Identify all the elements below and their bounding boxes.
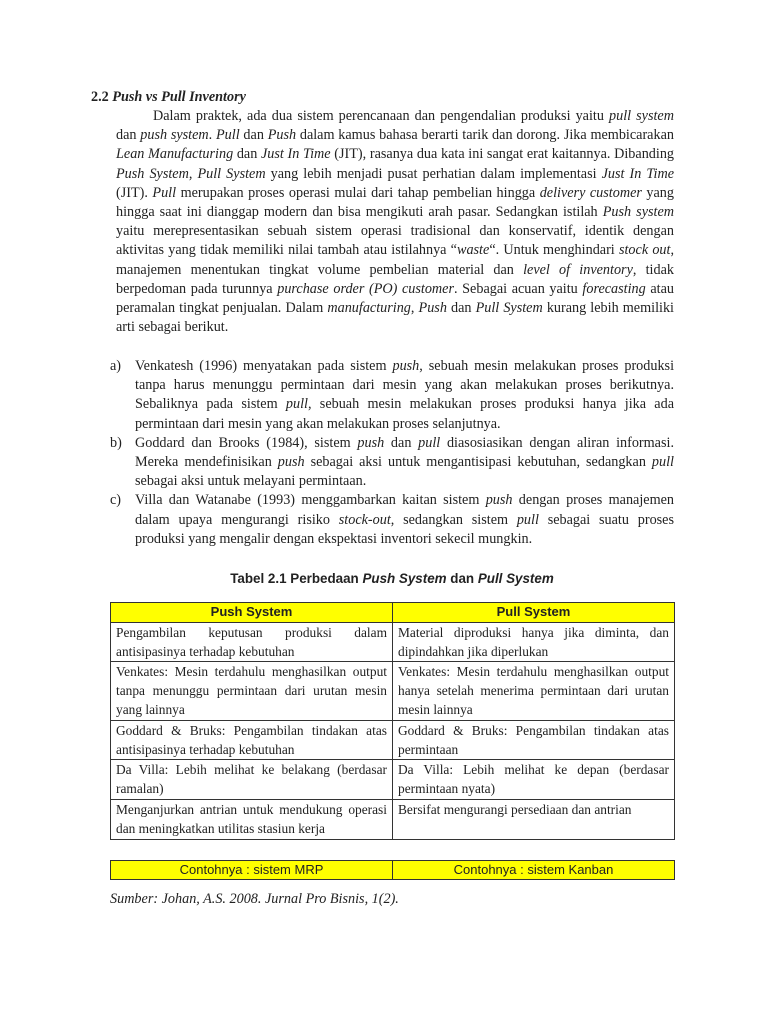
cell-push: Pengambilan keputusan produksi dalam antisipasinya terhadap kebutuhan — [111, 622, 393, 662]
definition-text: Villa dan Watanabe (1993) menggambarkan kaitan sistem push dengan proses manajemen dalam upaya mengurangi risiko stock-out, sedangkan sistem pull sebagai suatu proses produksi yang mengalir dengan ekspektasi inventori sekecil mungkin. — [135, 492, 675, 547]
section-number: 2.2 — [91, 89, 109, 105]
example-push: Contohnya : sistem MRP — [111, 860, 393, 880]
definition-text: Goddard dan Brooks (1984), sistem push dan pull diasosiasikan dengan aliran informasi. Mereka mendefinisikan push sebagai aksi untuk mengantisipasi kebutuhan, sedangkan pull sebagai aksi untuk melayani permintaan. — [135, 434, 674, 490]
table-header-row — [111, 603, 675, 623]
table-row — [111, 720, 675, 760]
list-marker: c) — [110, 492, 122, 509]
cell-pull: Bersifat mengurangi persediaan dan antrian — [393, 799, 675, 839]
table-row — [111, 799, 675, 839]
definition-item — [110, 357, 674, 434]
header-push: Push System — [111, 603, 393, 623]
definition-item — [110, 434, 674, 492]
cell-pull: Venkates: Mesin terdahulu menghasilkan output hanya setelah menerima permintaan dari urutan mesin lainnya — [393, 662, 675, 720]
cell-pull: Goddard & Bruks: Pengambilan tindakan atas permintaan — [393, 720, 675, 760]
spacer-cell — [111, 839, 393, 860]
cell-pull: Da Villa: Lebih melihat ke depan (berdasar permintaan nyata) — [393, 760, 675, 800]
definition-list — [110, 357, 674, 549]
definition-text: Venkatesh (1996) menyatakan pada sistem push, sebuah mesin melakukan proses produksi tanpa harus menunggu permintaan dari mesin yang akan melakukan proses berikutnya. Sebaliknya pada sistem pull, sebuah mesin melakukan proses produksi hanya jika ada permintaan dari mesin yang akan melakukan proses selanjutnya. — [135, 358, 675, 432]
cell-pull: Material diproduksi hanya jika diminta, dan dipindahkan jika diperlukan — [393, 622, 675, 662]
table-row — [111, 760, 675, 800]
table-row — [111, 662, 675, 720]
cell-push: Menganjurkan antrian untuk mendukung operasi dan meningkatkan utilitas stasiun kerja — [111, 799, 393, 839]
list-marker: b) — [110, 434, 122, 451]
section-title: Push vs Pull Inventory — [112, 89, 246, 105]
caption-prefix: Tabel 2.1 Perbedaan — [230, 571, 363, 586]
source-citation: Sumber: Johan, A.S. 2008. Jurnal Pro Bisnis, 1(2). — [110, 891, 399, 907]
cell-push: Da Villa: Lebih melihat ke belakang (berdasar ramalan) — [111, 760, 393, 800]
caption-mid: dan — [446, 571, 478, 586]
caption-pull: Pull System — [477, 571, 554, 586]
table-caption — [110, 569, 674, 588]
intro-paragraph: Dalam praktek, ada dua sistem perencanaan dan pengendalian produksi yaitu pull system dan push system. Pull dan Push dalam kamus bahasa berarti tarik dan dorong. Jika membicarakan Lean Manufacturing dan Just In Time (JIT), rasanya dua kata ini sangat erat kaitannya. Dibanding Push System, Pull System yang lebih menjadi pusat perhatian dalam implementasi Just In Time (JIT). Pull merupakan proses operasi mulai dari tahap pembelian hingga delivery customer yang hingga saat ini dianggap modern dan bisa mengikuti arah pasar. Sedangkan istilah Push system yaitu merepresentasikan sebuah sistem operasi tradisional dan konservatif, identik dengan aktivitas yang tidak memiliki nilai tambah atau istilahnya “waste“. Untuk menghindari stock out, manajemen menentukan tingkat volume pembelian material dan level of inventory, tidak berpedoman pada turunnya purchase order (PO) customer. Sebagai acuan yaitu forecasting atau peramalan tingkat penjualan. Dalam manufacturing, Push dan Pull System kurang lebih memiliki arti sebagai berikut. — [116, 108, 675, 336]
table-spacer-row — [111, 839, 675, 860]
list-marker: a) — [110, 358, 122, 374]
definition-item — [110, 491, 674, 549]
table-footer-row — [111, 860, 675, 880]
caption-push: Push System — [362, 571, 447, 586]
comparison-table — [110, 602, 675, 880]
header-pull: Pull System — [393, 603, 675, 623]
spacer-cell — [393, 839, 675, 860]
section-heading — [91, 88, 246, 107]
table-row — [111, 622, 675, 662]
example-pull: Contohnya : sistem Kanban — [393, 860, 675, 880]
cell-push: Venkates: Mesin terdahulu menghasilkan output tanpa menunggu permintaan dari urutan mesin yang lainnya — [111, 662, 393, 720]
cell-push: Goddard & Bruks: Pengambilan tindakan atas antisipasinya terhadap kebutuhan — [111, 720, 393, 760]
